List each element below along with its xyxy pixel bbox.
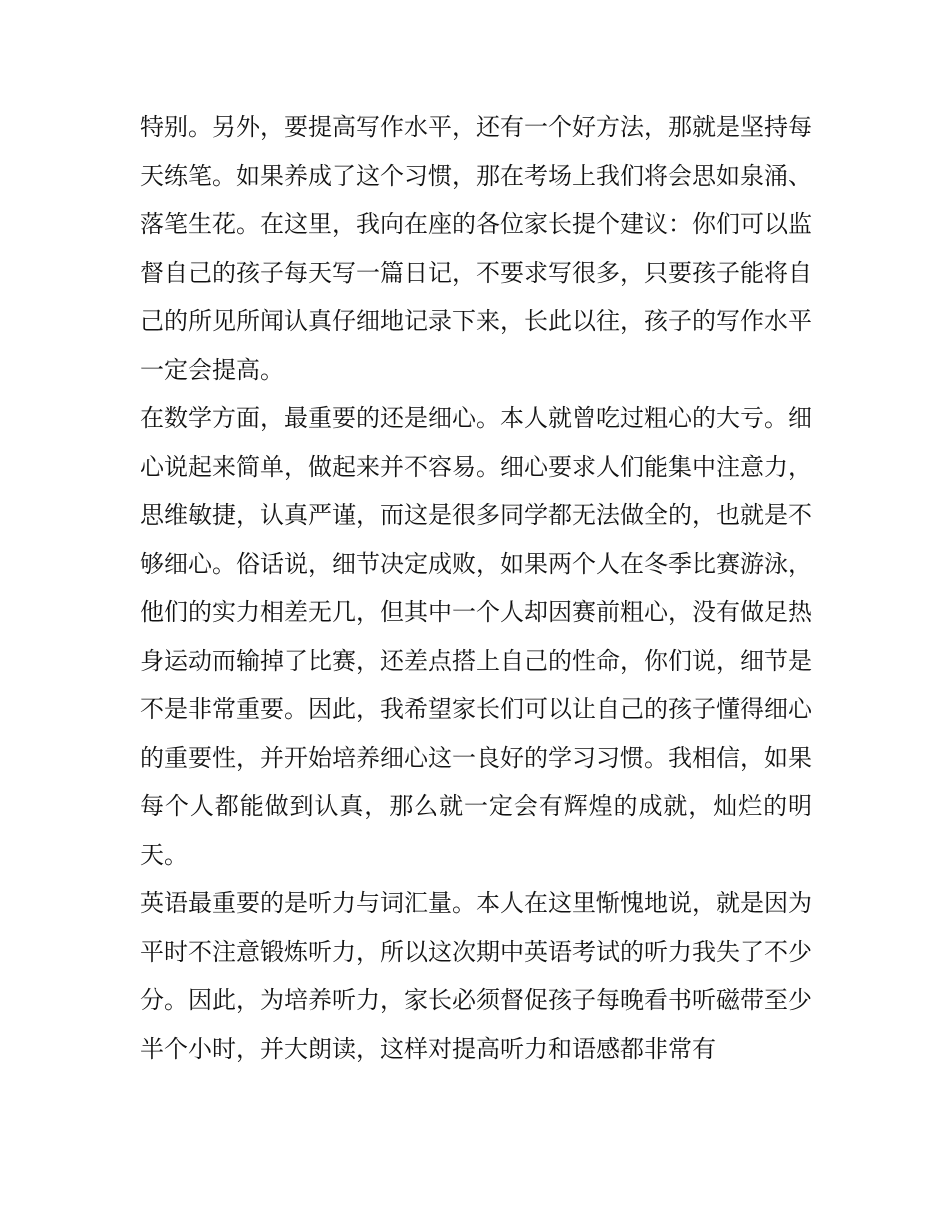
paragraph-english: 英语最重要的是听力与词汇量。本人在这里惭愧地说，就是因为平时不注意锻炼听力，所以这次期中英语考试的听力我失了不少分。因此，为培养听力，家长必须督促孩子每晚看书听磁带至少半个小时，并大朗读，这样对提高听力和语感都非常有	[140, 889, 812, 1063]
paragraph-writing: 特别。另外，要提高写作水平，还有一个好方法，那就是坚持每天练笔。如果养成了这个习惯，那在考场上我们将会思如泉涌、落笔生花。在这里，我向在座的各位家长提个建议：你们可以监督自己的孩子每天写一篇日记，不要求写很多，只要孩子能将自己的所见所闻认真仔细地记录下来，长此以往，孩子的写作水平一定会提高。	[140, 113, 812, 384]
document-body	[140, 103, 812, 1073]
paragraph-math: 在数学方面，最重要的还是细心。本人就曾吃过粗心的大亏。细心说起来简单，做起来并不容易。细心要求人们能集中注意力，思维敏捷，认真严谨，而这是很多同学都无法做全的，也就是不够细心。俗话说，细节决定成败，如果两个人在冬季比赛游泳，他们的实力相差无几，但其中一个人却因赛前粗心，没有做足热身运动而输掉了比赛，还差点搭上自己的性命，你们说，细节是不是非常重要。因此，我希望家长们可以让自己的孩子懂得细心的重要性，并开始培养细心这一良好的学习习惯。我相信，如果每个人都能做到认真，那么就一定会有辉煌的成就，灿烂的明天。	[140, 404, 812, 869]
